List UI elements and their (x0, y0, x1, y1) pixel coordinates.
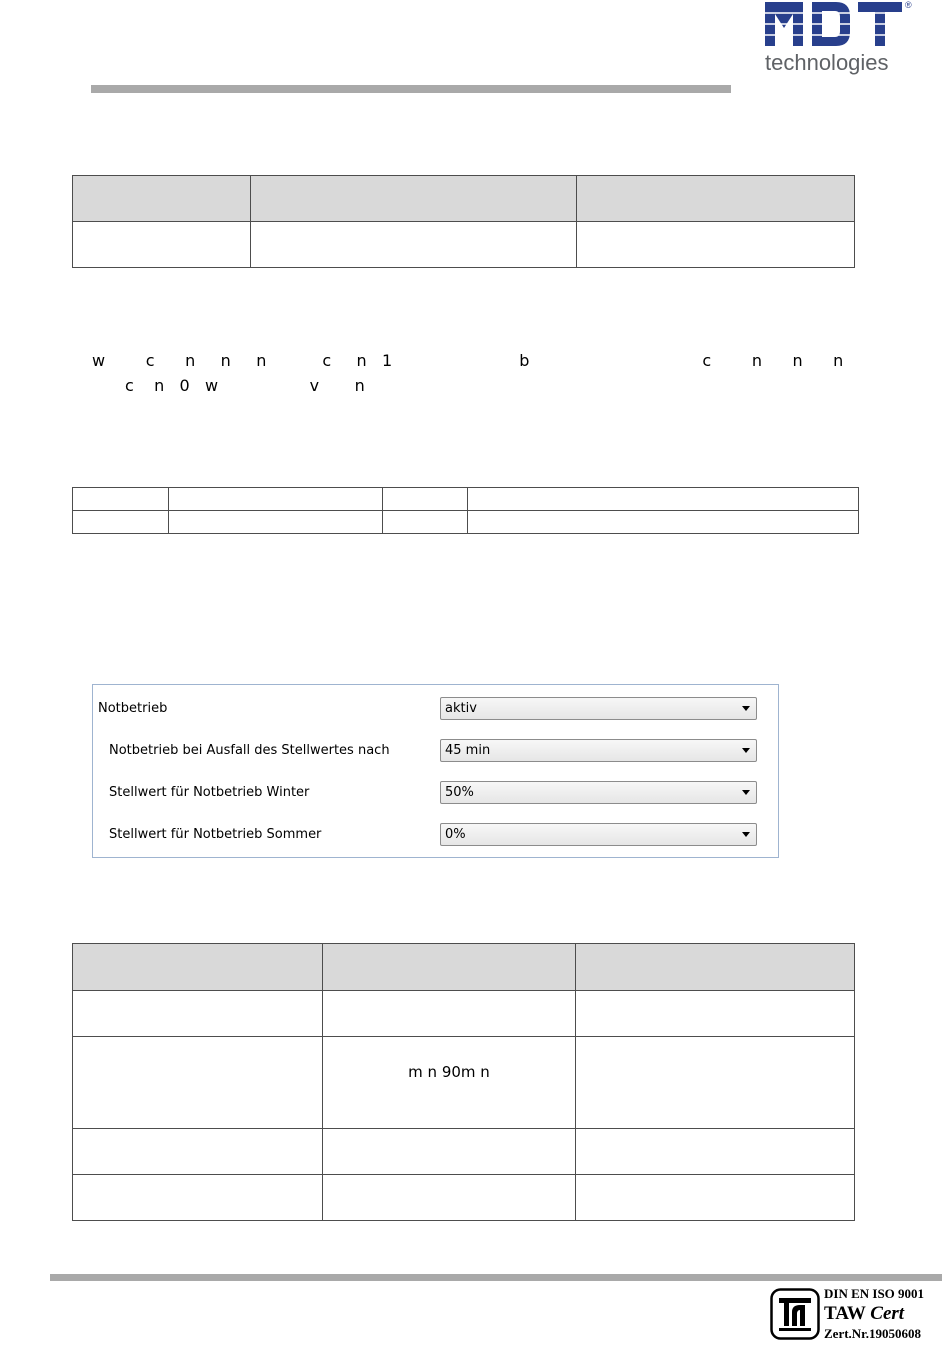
table-header-cell (73, 176, 251, 222)
table-cell (73, 222, 251, 268)
table-cell (169, 511, 383, 534)
chevron-down-icon (742, 790, 750, 795)
table-cell (576, 991, 855, 1037)
table-row (73, 488, 859, 511)
label-ausfall: Notbetrieb bei Ausfall des Stellwertes nach (109, 743, 390, 758)
table-cell (73, 511, 169, 534)
brand-subtitle: technologies (765, 50, 889, 75)
table-header-cell (73, 944, 323, 991)
table-cell (251, 222, 577, 268)
table-cell (576, 1175, 855, 1221)
footer-rule (50, 1274, 942, 1281)
select-value: 0% (445, 827, 466, 842)
select-value: 50% (445, 785, 474, 800)
header-rule (91, 85, 731, 93)
chevron-down-icon (742, 748, 750, 753)
cert-brand-b: Cert (870, 1303, 905, 1324)
table-row (73, 1037, 855, 1129)
table-header-cell (576, 944, 855, 991)
mdt-logo (764, 0, 914, 50)
table-cell (323, 1037, 576, 1129)
table-cell (323, 1129, 576, 1175)
cell-text-fragment: m n 90m n (408, 1063, 490, 1081)
select-sommer[interactable] (440, 823, 757, 846)
chevron-down-icon (742, 832, 750, 837)
label-notbetrieb: Notbetrieb (98, 701, 168, 716)
table-cell (576, 1129, 855, 1175)
cert-brand-a: TAW (824, 1303, 866, 1324)
label-sommer: Stellwert für Notbetrieb Sommer (109, 827, 322, 842)
table-cell (323, 1175, 576, 1221)
table-cell (73, 1129, 323, 1175)
select-winter[interactable] (440, 781, 757, 804)
table-cell (323, 991, 576, 1037)
table-row (73, 511, 859, 534)
table-cell (73, 1175, 323, 1221)
table-cell (73, 1037, 323, 1129)
parameter-dialog (92, 684, 779, 858)
table-cell (468, 511, 859, 534)
cert-standard: DIN EN ISO 9001 (824, 1286, 925, 1301)
table-row (73, 1175, 855, 1221)
table-3 (72, 943, 855, 1221)
chevron-down-icon (742, 706, 750, 711)
text-fragment-line-2: c n 0 w v n (125, 376, 365, 395)
table-header-row (73, 944, 855, 991)
table-header-row (73, 176, 855, 222)
table-row (73, 991, 855, 1037)
table-row (73, 222, 855, 268)
table-2 (72, 487, 859, 534)
table-cell (73, 991, 323, 1037)
select-value: aktiv (445, 701, 477, 716)
table-1 (72, 175, 855, 268)
cert-brand (824, 1303, 904, 1325)
taw-cert-logo (770, 1288, 820, 1340)
table-cell (576, 1037, 855, 1129)
text-fragment-line-1: w c n n n c n 1 b c n n n (92, 351, 844, 370)
table-cell (468, 488, 859, 511)
registered-mark: ® (905, 0, 912, 10)
select-value: 45 min (445, 743, 491, 758)
table-cell (383, 488, 468, 511)
table-cell (383, 511, 468, 534)
table-row (73, 1129, 855, 1175)
cert-number: Zert.Nr.19050608 (824, 1326, 922, 1341)
select-ausfall[interactable] (440, 739, 757, 762)
table-cell (577, 222, 855, 268)
table-header-cell (577, 176, 855, 222)
select-notbetrieb[interactable] (440, 697, 757, 720)
table-cell (169, 488, 383, 511)
table-cell (73, 488, 169, 511)
label-winter: Stellwert für Notbetrieb Winter (109, 785, 310, 800)
table-header-cell (251, 176, 577, 222)
table-header-cell (323, 944, 576, 991)
